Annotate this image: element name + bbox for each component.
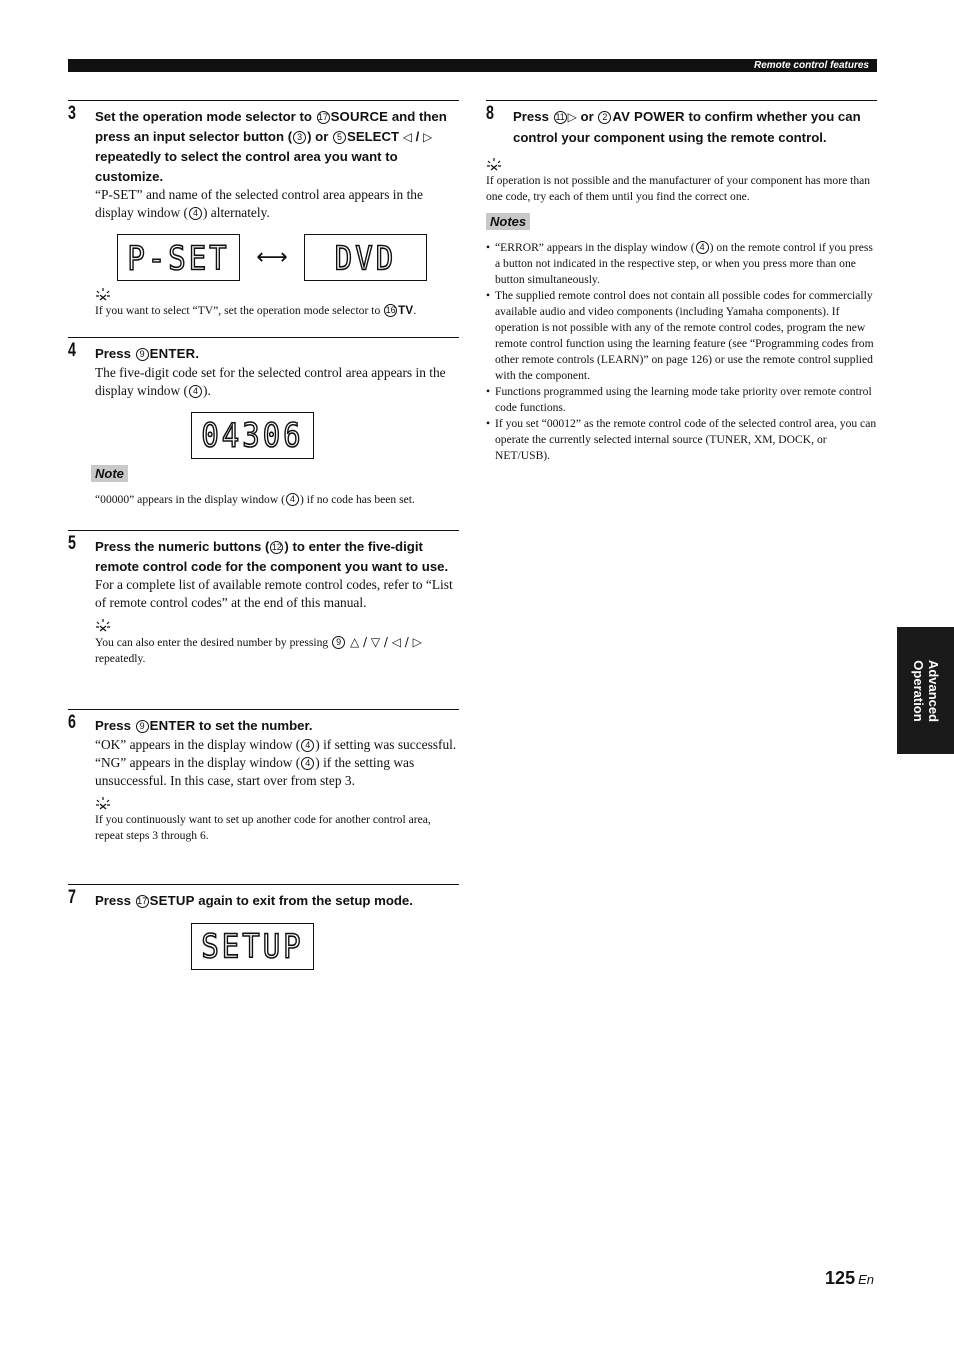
page-number	[825, 1268, 874, 1289]
step-body	[95, 186, 459, 222]
button-ref-icon: 4	[301, 739, 314, 752]
section-title: Remote control features	[753, 60, 869, 71]
text: .	[195, 346, 199, 361]
step-number: 7	[68, 887, 76, 908]
lcd-display	[304, 234, 427, 281]
step-4	[68, 337, 459, 524]
list-item	[495, 240, 877, 288]
text: “P-SET” and name of the selected control area appears in the display window (	[95, 187, 423, 220]
text: Press the numeric buttons (	[95, 539, 270, 554]
right-arrow-icon: ▷	[422, 129, 433, 144]
text: “OK” appears in the display window (	[95, 736, 301, 752]
side-tab-line: Operation	[910, 659, 926, 722]
step-title	[95, 891, 459, 911]
note-label: Note	[91, 465, 128, 482]
key-label: SETUP	[149, 893, 195, 908]
tip	[95, 287, 459, 319]
tip-icon	[486, 157, 502, 171]
tip-text	[95, 634, 459, 667]
header-bar	[68, 59, 877, 72]
text: again to exit from the setup mode.	[194, 893, 413, 908]
left-arrow-icon: ◁	[402, 129, 412, 144]
key-label: TV	[398, 304, 414, 317]
text: Functions programmed using the learning mode take priority over remote control code functions.	[495, 385, 872, 414]
list-item	[495, 416, 877, 464]
step-7	[68, 884, 459, 970]
key-label: SOURCE	[330, 109, 389, 124]
text: ) on the remote control if you press a button not indicated in the respective step, or when you press more than one button simultaneously.	[495, 241, 873, 286]
step-title	[95, 537, 459, 576]
text: repeatedly.	[95, 652, 146, 665]
step-title	[95, 107, 459, 186]
step-number: 8	[486, 103, 494, 124]
text: Press	[95, 718, 135, 733]
text: If you want to select “TV”, set the operation mode selector to	[95, 304, 384, 317]
text: Set the operation mode selector to	[95, 109, 316, 124]
text: SELECT	[347, 128, 403, 144]
tip-icon	[95, 796, 111, 810]
page-number-value: 125	[825, 1268, 856, 1288]
text: ).	[202, 382, 211, 398]
key-label: ENTER	[149, 718, 196, 733]
step-title	[513, 107, 877, 147]
tip	[95, 796, 459, 844]
text: Press	[95, 893, 135, 908]
text: Press	[513, 109, 553, 124]
text: Press	[95, 346, 135, 361]
step-title	[95, 344, 459, 364]
list-item	[495, 384, 877, 416]
step-number: 5	[68, 533, 76, 554]
page-language: En	[858, 1272, 874, 1287]
button-ref-icon: 16	[385, 305, 396, 315]
step-number: 4	[68, 340, 76, 361]
text: ) to enter the five-digit remote control code for the component you want to use.	[95, 539, 449, 574]
step-number: 6	[68, 712, 76, 733]
text: ) or	[307, 128, 333, 144]
lcd-text: P-SET	[127, 237, 230, 278]
text: “00000” appears in the display window (	[95, 492, 285, 506]
note-text	[95, 492, 459, 508]
step-3	[68, 100, 459, 337]
step-5	[68, 530, 459, 702]
text: to confirm whether you can control your component using the remote control.	[513, 109, 861, 145]
text: If you set “00012” as the remote control code of the selected control area, you can operate the currently selected internal source (TUNER, XM, DOCK, or NET/USB).	[495, 417, 877, 462]
key-label: AV POWER	[612, 109, 685, 124]
side-tab-label	[911, 659, 941, 721]
tip-icon	[95, 618, 111, 632]
notes-list	[486, 240, 877, 464]
text: You can also enter the desired number by pressing	[95, 636, 332, 649]
swap-arrow-icon: ⟷	[256, 245, 288, 270]
text: The supplied remote control does not contain all possible codes for commercially available audio and video components (including Yamaha components). If operation is not possible with any of the remote control codes, program the new remote control function using the learning feature (see “Programming codes from other remote controls (LEARN)” on page 126) or use the remote control supplied with the component.	[495, 289, 874, 382]
button-ref-icon: 4	[286, 493, 299, 506]
lcd-text: DVD	[334, 237, 397, 278]
text: ) alternately.	[202, 205, 270, 220]
step-number: 3	[68, 103, 76, 124]
right-arrow-icon: ▷	[567, 110, 577, 124]
lcd-display	[191, 923, 314, 970]
key-label: ENTER	[149, 346, 196, 361]
text: repeatedly to select the control area you want to customize.	[95, 149, 398, 184]
button-ref-icon: 4	[301, 757, 314, 770]
text: and then press an input selector button (	[95, 109, 447, 144]
button-ref-icon: 4	[189, 207, 202, 220]
lcd-display	[191, 412, 314, 459]
button-ref-icon: 17	[318, 112, 329, 122]
text: The five-digit code set for the selected control area appears in the display window (	[95, 364, 446, 398]
button-ref-icon: 4	[189, 385, 202, 398]
button-ref-icon: 17	[137, 896, 148, 906]
button-ref-icon: 5	[333, 131, 346, 144]
step-title	[95, 716, 459, 736]
list-item	[495, 288, 877, 384]
button-ref-icon: 9	[136, 720, 149, 733]
button-ref-icon: 4	[696, 241, 709, 254]
side-tab-line: Advanced	[925, 659, 941, 722]
button-ref-icon: 9	[136, 348, 149, 361]
button-ref-icon: 2	[598, 111, 611, 124]
tip-text	[95, 303, 459, 319]
button-ref-icon: 12	[271, 542, 282, 552]
note	[91, 459, 459, 508]
button-ref-icon: 11	[555, 112, 565, 122]
text: “NG” appears in the display window (	[95, 754, 301, 770]
right-column	[486, 100, 877, 464]
step-6	[68, 709, 459, 876]
text: /	[411, 128, 423, 144]
lcd-text: SETUP	[201, 926, 304, 966]
step-body	[95, 736, 459, 790]
text: or	[576, 109, 598, 124]
text: ) if the setting was unsuccessful. In this case, start over from step 3.	[95, 754, 415, 788]
step-8	[486, 100, 877, 464]
direction-arrows-icon: △ / ▽ / ◁ / ▷	[346, 635, 422, 649]
button-ref-icon: 9	[332, 636, 345, 649]
text: ) if setting was successful.	[315, 736, 457, 752]
button-ref-icon: 3	[293, 131, 306, 144]
left-column	[68, 100, 459, 970]
lcd-display	[117, 234, 240, 281]
lcd-text: 04306	[201, 415, 304, 455]
step-body: For a complete list of available remote control codes, refer to “List of remote control codes” at the end of this manual.	[95, 577, 453, 610]
text: to set the number.	[195, 718, 313, 733]
text: “ERROR” appears in the display window (	[495, 241, 695, 254]
text: .	[413, 304, 417, 317]
notes-label: Notes	[486, 213, 530, 230]
tip-text: If you continuously want to set up another code for another control area, repeat steps 3 through 6.	[95, 812, 431, 842]
step-body	[95, 364, 459, 400]
tip-icon	[95, 287, 111, 301]
tip	[95, 618, 459, 667]
tip-text: If operation is not possible and the manufacturer of your component has more than one code, try each of them until you find the correct one.	[486, 174, 871, 203]
display-illustration	[117, 234, 459, 281]
section-side-tab	[897, 627, 954, 754]
text: ) if no code has been set.	[299, 492, 415, 506]
